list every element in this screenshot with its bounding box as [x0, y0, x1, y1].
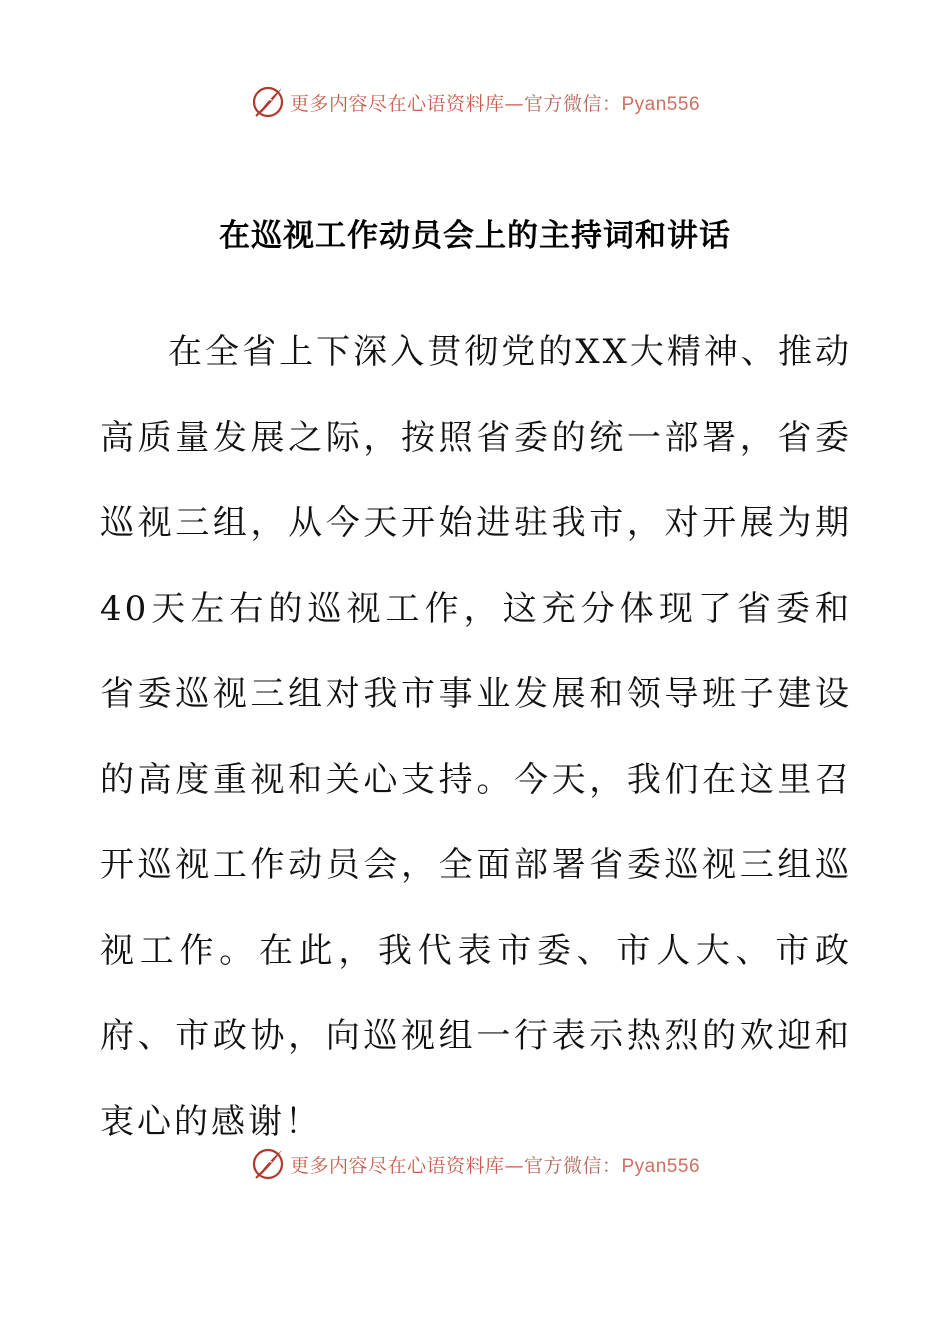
body-paragraph: 在全省上下深入贯彻党的XX大精神、推动高质量发展之际，按照省委的统一部署，省委巡视三组，从今天开始进驻我市，对开展为期40天左右的巡视工作，这充分体现了省委和省委巡视三组对我市事业发展和领导班子建设的高度重视和关心支持。今天，我们在这里召开巡视工作动员会，全面部署省委巡视三组巡视工作。在此，我代表市委、市人大、市政府、市政协，向巡视组一行表示热烈的欢迎和衷心的感谢！ — [100, 332, 852, 1142]
watermark-slogan: 更多内容尽在心语资料库 — [289, 1154, 505, 1177]
watermark-wechat-label: 官方微信： — [523, 1154, 622, 1177]
watermark-wechat-label: 官方微信： — [523, 92, 622, 115]
quill-pen-logo-icon — [250, 1146, 286, 1182]
watermark-text — [290, 1151, 700, 1178]
watermark-account: Pyan556 — [621, 1155, 701, 1177]
quill-pen-logo-icon — [250, 84, 286, 120]
header-watermark — [0, 82, 950, 122]
watermark-dash: — — [504, 92, 524, 115]
document-title: 在巡视工作动员会上的主持词和讲话 — [219, 218, 731, 254]
watermark-text — [290, 89, 700, 116]
footer-watermark — [0, 1144, 950, 1184]
watermark-account: Pyan556 — [621, 93, 701, 115]
watermark-dash: — — [504, 1154, 524, 1177]
watermark-slogan: 更多内容尽在心语资料库 — [289, 92, 505, 115]
